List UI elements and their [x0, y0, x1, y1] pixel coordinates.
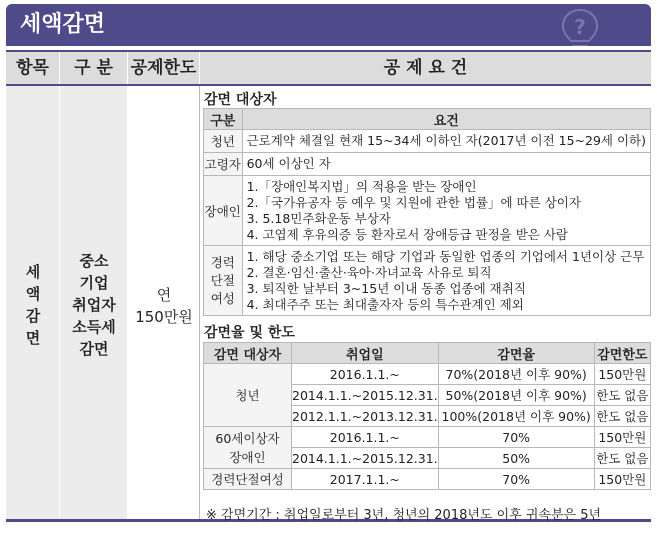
category-label: 중소 기업 취업자 소득세 감면 — [72, 252, 116, 358]
eligibility-category: 청년 — [204, 130, 243, 153]
eligibility-category: 경력 단절 여성 — [204, 246, 243, 316]
eligibility-header-requirement: 요건 — [242, 109, 650, 130]
rates-limit: 150만원 — [594, 469, 650, 490]
svg-text:?: ? — [574, 15, 586, 39]
table-row — [204, 427, 651, 448]
rates-date: 2014.1.1.~2015.12.31. — [292, 385, 439, 406]
rates-rate: 70% — [438, 427, 594, 448]
rates-rate: 70%(2018년 이후 90%) — [438, 364, 594, 385]
title-banner — [6, 4, 651, 46]
eligibility-table — [203, 108, 651, 316]
rates-header-limit: 감면한도 — [594, 343, 650, 364]
rates-limit: 한도 없음 — [594, 448, 650, 469]
rates-target-youth: 청년 — [204, 364, 292, 427]
item-label: 세 액 감 면 — [25, 263, 41, 347]
limit-column — [128, 86, 200, 519]
item-column — [6, 86, 60, 519]
rates-target-senior: 60세이상자 장애인 — [204, 427, 292, 469]
eligibility-title: 감면 대상자 — [204, 92, 277, 108]
rates-limit: 150만원 — [594, 427, 650, 448]
rates-date: 2012.1.1.~2013.12.31. — [292, 406, 439, 427]
header-requirements: 공 제 요 건 — [200, 52, 651, 84]
table-row — [204, 153, 651, 176]
table-row — [204, 469, 651, 490]
table-row — [204, 246, 651, 316]
eligibility-requirement: 1.「장애인복지법」의 적용을 받는 장애인 2.「국가유공자 등 예우 및 지원에 관한 법률」에 따른 상이자 3. 5.18민주화운동 부상자 4. 고엽제 후유의증 등 환자로서 장애등급 판정을 받은 사람 — [242, 176, 650, 246]
header-limit: 공제한도 — [128, 52, 200, 84]
rates-table — [203, 342, 651, 490]
rates-target-career: 경력단절여성 — [204, 469, 292, 490]
rates-limit: 한도 없음 — [594, 406, 650, 427]
eligibility-requirement: 1. 해당 중소기업 또는 해당 기업과 동일한 업종의 기업에서 1년이상 근무 2. 결혼·임신·출산·육아·자녀교육 사유로 퇴직 3. 퇴직한 날부터 3~15년 이내 동종 업종에 재취직 4. 최대주주 또는 최대출자자 등의 특수관계인 제외 — [242, 246, 650, 316]
header-category: 구 분 — [60, 52, 128, 84]
eligibility-category: 고령자 — [204, 153, 243, 176]
rates-rate: 50% — [438, 448, 594, 469]
eligibility-header-category: 구분 — [204, 109, 243, 130]
table-row — [204, 176, 651, 246]
rates-date: 2016.1.1.~ — [292, 364, 439, 385]
category-column — [60, 86, 128, 519]
rates-rate: 50%(2018년 이후 90%) — [438, 385, 594, 406]
table-row — [204, 364, 651, 385]
rates-limit: 한도 없음 — [594, 385, 650, 406]
rates-date: 2014.1.1.~2015.12.31. — [292, 448, 439, 469]
lightbulb-question-icon — [557, 6, 603, 46]
rates-header-target: 감면 대상자 — [204, 343, 292, 364]
header-item: 항목 — [6, 52, 60, 84]
tax-table — [6, 50, 651, 522]
limit-value: 연 150만원 — [135, 286, 193, 326]
rates-title: 감면율 및 한도 — [204, 325, 295, 341]
eligibility-category: 장애인 — [204, 176, 243, 246]
reduction-period-note: ※ 감면기간 : 취업일로부터 3년, 청년의 2018년도 이후 귀속분은 5년 — [206, 508, 602, 523]
rates-header-rate: 감면율 — [438, 343, 594, 364]
rates-rate: 100%(2018년 이후 90%) — [438, 406, 594, 427]
page-title: 세액감면 — [20, 12, 106, 37]
table-row — [204, 130, 651, 153]
rates-rate: 70% — [438, 469, 594, 490]
rates-date: 2017.1.1.~ — [292, 469, 439, 490]
rates-limit: 150만원 — [594, 364, 650, 385]
eligibility-requirement: 60세 이상인 자 — [242, 153, 650, 176]
rates-date: 2016.1.1.~ — [292, 427, 439, 448]
eligibility-requirement: 근로계약 체결일 현재 15~34세 이하인 자(2017년 이전 15~29세 이하) — [242, 130, 650, 153]
rates-header-date: 취업일 — [292, 343, 439, 364]
